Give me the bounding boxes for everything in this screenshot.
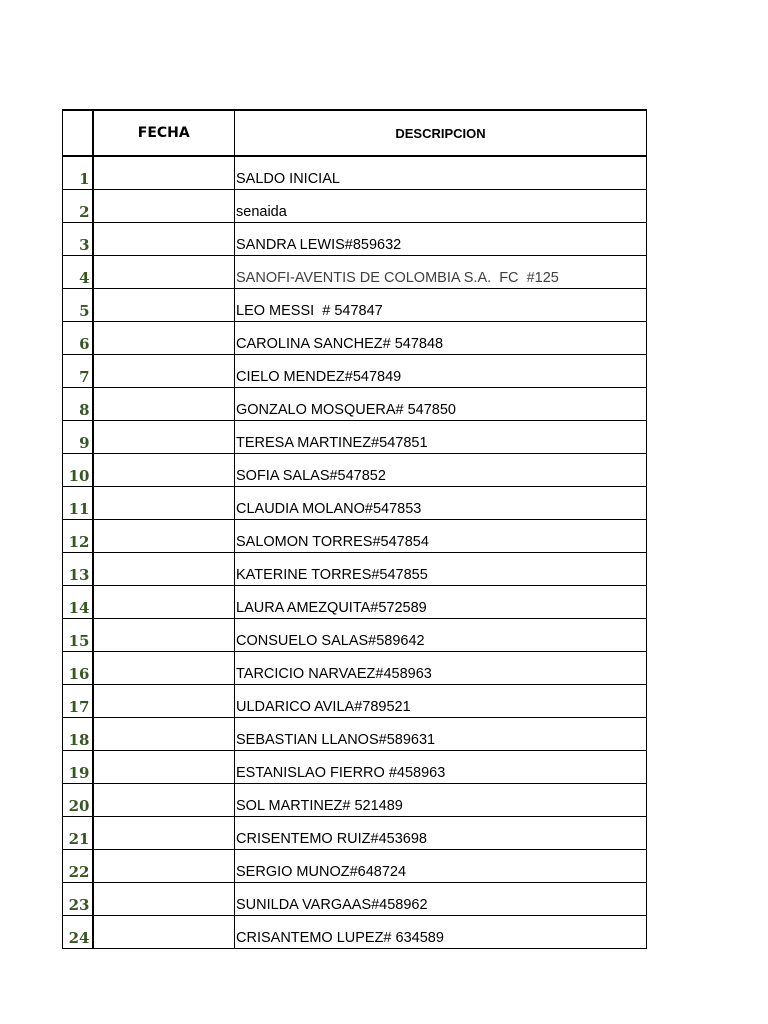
table-row [63, 190, 647, 223]
row-number: 23 [63, 883, 93, 916]
fecha-cell[interactable] [93, 553, 235, 586]
table-row [63, 916, 647, 949]
descripcion-cell[interactable]: SERGIO MUNOZ#648724 [235, 850, 647, 883]
descripcion-cell[interactable]: KATERINE TORRES#547855 [235, 553, 647, 586]
fecha-cell[interactable] [93, 322, 235, 355]
row-number: 20 [63, 784, 93, 817]
row-number: 1 [63, 156, 93, 190]
table-row [63, 553, 647, 586]
descripcion-cell[interactable]: SANDRA LEWIS#859632 [235, 223, 647, 256]
fecha-cell[interactable] [93, 916, 235, 949]
descripcion-cell[interactable]: CLAUDIA MOLANO#547853 [235, 487, 647, 520]
descripcion-cell[interactable]: ESTANISLAO FIERRO #458963 [235, 751, 647, 784]
descripcion-cell[interactable]: GONZALO MOSQUERA# 547850 [235, 388, 647, 421]
ledger-body [63, 156, 647, 949]
fecha-cell[interactable] [93, 586, 235, 619]
descripcion-cell[interactable]: CIELO MENDEZ#547849 [235, 355, 647, 388]
table-row [63, 421, 647, 454]
table-row [63, 817, 647, 850]
row-number: 8 [63, 388, 93, 421]
fecha-cell[interactable] [93, 685, 235, 718]
row-number: 16 [63, 652, 93, 685]
descripcion-cell[interactable]: LEO MESSI # 547847 [235, 289, 647, 322]
row-number: 21 [63, 817, 93, 850]
ledger-table [62, 109, 647, 949]
table-row [63, 784, 647, 817]
header-row [63, 110, 647, 156]
table-row [63, 850, 647, 883]
descripcion-cell[interactable]: TERESA MARTINEZ#547851 [235, 421, 647, 454]
fecha-cell[interactable] [93, 817, 235, 850]
table-row [63, 685, 647, 718]
table-row [63, 156, 647, 190]
fecha-cell[interactable] [93, 355, 235, 388]
row-number: 9 [63, 421, 93, 454]
row-number-header [63, 110, 93, 156]
fecha-cell[interactable] [93, 454, 235, 487]
table-row [63, 223, 647, 256]
fecha-cell[interactable] [93, 883, 235, 916]
descripcion-cell[interactable]: LAURA AMEZQUITA#572589 [235, 586, 647, 619]
fecha-cell[interactable] [93, 520, 235, 553]
descripcion-cell[interactable]: SANOFI-AVENTIS DE COLOMBIA S.A. FC #125 [235, 256, 647, 289]
row-number: 10 [63, 454, 93, 487]
table-row [63, 652, 647, 685]
table-row [63, 355, 647, 388]
descripcion-cell[interactable]: SALDO INICIAL [235, 156, 647, 190]
row-number: 11 [63, 487, 93, 520]
descripcion-cell[interactable]: CAROLINA SANCHEZ# 547848 [235, 322, 647, 355]
table-row [63, 256, 647, 289]
fecha-cell[interactable] [93, 619, 235, 652]
row-number: 6 [63, 322, 93, 355]
row-number: 14 [63, 586, 93, 619]
descripcion-cell[interactable]: CRISENTEMO RUIZ#453698 [235, 817, 647, 850]
row-number: 18 [63, 718, 93, 751]
fecha-cell[interactable] [93, 652, 235, 685]
descripcion-cell[interactable]: ULDARICO AVILA#789521 [235, 685, 647, 718]
table-row [63, 718, 647, 751]
table-row [63, 388, 647, 421]
row-number: 17 [63, 685, 93, 718]
descripcion-cell[interactable]: TARCICIO NARVAEZ#458963 [235, 652, 647, 685]
table-row [63, 322, 647, 355]
fecha-cell[interactable] [93, 256, 235, 289]
fecha-cell[interactable] [93, 156, 235, 190]
descripcion-cell[interactable]: SEBASTIAN LLANOS#589631 [235, 718, 647, 751]
row-number: 22 [63, 850, 93, 883]
table-row [63, 487, 647, 520]
descripcion-cell[interactable]: SALOMON TORRES#547854 [235, 520, 647, 553]
row-number: 12 [63, 520, 93, 553]
fecha-cell[interactable] [93, 223, 235, 256]
row-number: 4 [63, 256, 93, 289]
row-number: 3 [63, 223, 93, 256]
fecha-header: FECHA [93, 110, 235, 156]
fecha-cell[interactable] [93, 388, 235, 421]
descripcion-cell[interactable]: SOFIA SALAS#547852 [235, 454, 647, 487]
fecha-cell[interactable] [93, 751, 235, 784]
fecha-cell[interactable] [93, 190, 235, 223]
descripcion-cell[interactable]: senaida [235, 190, 647, 223]
fecha-cell[interactable] [93, 289, 235, 322]
fecha-cell[interactable] [93, 850, 235, 883]
table-row [63, 454, 647, 487]
row-number: 2 [63, 190, 93, 223]
table-row [63, 883, 647, 916]
descripcion-cell[interactable]: SUNILDA VARGAAS#458962 [235, 883, 647, 916]
table-row [63, 619, 647, 652]
table-row [63, 586, 647, 619]
fecha-cell[interactable] [93, 784, 235, 817]
row-number: 24 [63, 916, 93, 949]
fecha-cell[interactable] [93, 421, 235, 454]
table-row [63, 520, 647, 553]
descripcion-cell[interactable]: CRISANTEMO LUPEZ# 634589 [235, 916, 647, 949]
row-number: 7 [63, 355, 93, 388]
descripcion-cell[interactable]: SOL MARTINEZ# 521489 [235, 784, 647, 817]
fecha-cell[interactable] [93, 718, 235, 751]
fecha-cell[interactable] [93, 487, 235, 520]
row-number: 19 [63, 751, 93, 784]
table-row [63, 289, 647, 322]
row-number: 5 [63, 289, 93, 322]
descripcion-header: DESCRIPCION [235, 110, 647, 156]
row-number: 13 [63, 553, 93, 586]
descripcion-cell[interactable]: CONSUELO SALAS#589642 [235, 619, 647, 652]
table-row [63, 751, 647, 784]
row-number: 15 [63, 619, 93, 652]
